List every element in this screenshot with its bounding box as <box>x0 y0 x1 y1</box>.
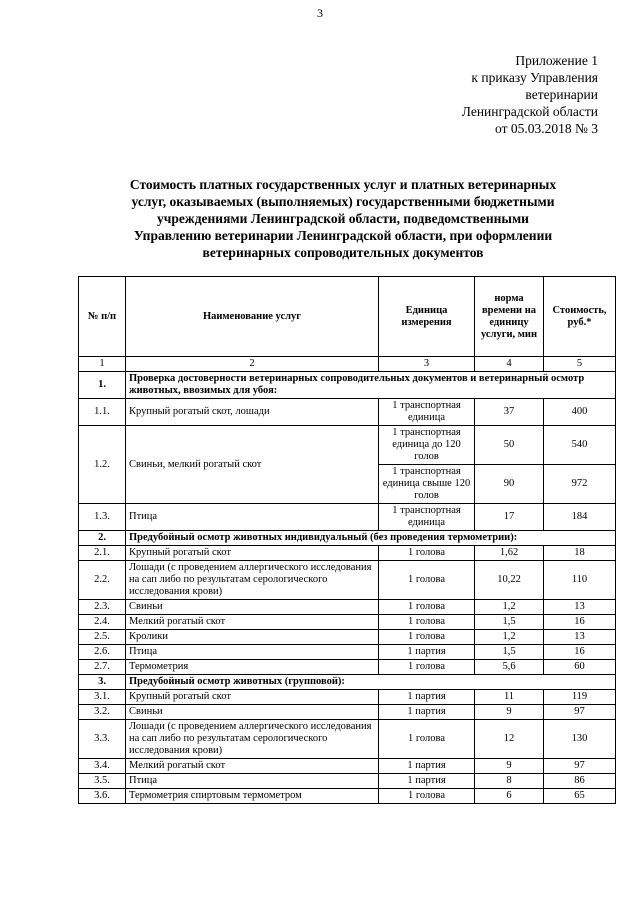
norm-cell: 6 <box>475 789 544 804</box>
norm-cell: 1,5 <box>475 645 544 660</box>
header-norm: норма времени на единицу услуги, мин <box>475 277 544 357</box>
row-number: 3.1. <box>79 690 126 705</box>
unit-cell: 1 голова <box>379 789 475 804</box>
table-row <box>79 705 616 720</box>
header-num: № п/п <box>79 277 126 357</box>
cost-cell: 97 <box>544 759 616 774</box>
norm-cell: 9 <box>475 705 544 720</box>
unit-cell: 1 голова <box>379 630 475 645</box>
cost-cell: 16 <box>544 615 616 630</box>
page-number: 3 <box>317 6 323 20</box>
row-number: 2.5. <box>79 630 126 645</box>
header-cost: Стоимость, руб.* <box>544 277 616 357</box>
row-number: 1.1. <box>79 399 126 426</box>
appendix-line: к приказу Управления <box>471 70 598 85</box>
cost-cell: 13 <box>544 630 616 645</box>
cost-cell: 110 <box>544 561 616 600</box>
index-cell: 1 <box>79 357 126 372</box>
section-row <box>79 675 616 690</box>
service-name: Свиньи <box>126 705 379 720</box>
cost-cell: 119 <box>544 690 616 705</box>
row-number: 3.5. <box>79 774 126 789</box>
table-row <box>79 645 616 660</box>
cost-cell: 65 <box>544 789 616 804</box>
unit-cell: 1 транспортная единица до 120 голов <box>379 426 475 465</box>
row-number: 1.2. <box>79 426 126 504</box>
appendix-line: Ленинградской области <box>461 104 598 119</box>
unit-cell: 1 голова <box>379 600 475 615</box>
norm-cell: 90 <box>475 465 544 504</box>
service-name: Птица <box>126 774 379 789</box>
table-row <box>79 630 616 645</box>
title-line: Управлению ветеринарии Ленинградской области, при оформлении <box>133 228 553 243</box>
unit-cell: 1 транспортная единица свыше 120 голов <box>379 465 475 504</box>
row-number: 3.3. <box>79 720 126 759</box>
row-number: 3. <box>79 675 126 690</box>
header-unit: Единица измерения <box>379 277 475 357</box>
service-name: Термометрия <box>126 660 379 675</box>
unit-cell: 1 голова <box>379 546 475 561</box>
cost-cell: 130 <box>544 720 616 759</box>
table-row <box>79 561 616 600</box>
unit-cell: 1 голова <box>379 660 475 675</box>
cost-cell: 184 <box>544 504 616 531</box>
cost-cell: 18 <box>544 546 616 561</box>
price-table <box>78 276 616 804</box>
row-number: 3.6. <box>79 789 126 804</box>
unit-cell: 1 голова <box>379 561 475 600</box>
row-number: 2.1. <box>79 546 126 561</box>
appendix-line: Приложение 1 <box>515 53 598 68</box>
service-name: Крупный рогатый скот <box>126 690 379 705</box>
row-number: 2.7. <box>79 660 126 675</box>
unit-cell: 1 партия <box>379 759 475 774</box>
row-number: 2.2. <box>79 561 126 600</box>
service-name: Термометрия спиртовым термометром <box>126 789 379 804</box>
norm-cell: 10,22 <box>475 561 544 600</box>
table-row <box>79 789 616 804</box>
norm-cell: 11 <box>475 690 544 705</box>
cost-cell: 540 <box>544 426 616 465</box>
norm-cell: 37 <box>475 399 544 426</box>
index-cell: 4 <box>475 357 544 372</box>
cost-cell: 97 <box>544 705 616 720</box>
row-number: 2.4. <box>79 615 126 630</box>
table-row <box>79 774 616 789</box>
title-line: ветеринарных сопроводительных документов <box>202 245 484 260</box>
service-name: Кролики <box>126 630 379 645</box>
title-line: услуг, оказываемых (выполняемых) государственными бюджетными <box>131 194 555 209</box>
index-cell: 3 <box>379 357 475 372</box>
cost-cell: 972 <box>544 465 616 504</box>
norm-cell: 50 <box>475 426 544 465</box>
unit-cell: 1 партия <box>379 774 475 789</box>
appendix-line: от 05.03.2018 № 3 <box>495 121 598 136</box>
unit-cell: 1 транспортная единица <box>379 399 475 426</box>
cost-cell: 16 <box>544 645 616 660</box>
unit-cell: 1 транспортная единица <box>379 504 475 531</box>
service-name: Крупный рогатый скот <box>126 546 379 561</box>
service-name: Лошади (с проведением аллергического исследования на сап либо по результатам серологического исследования крови) <box>126 720 379 759</box>
table-row <box>79 504 616 531</box>
section-title: Предубойный осмотр животных индивидуальный (без проведения термометрии): <box>126 531 616 546</box>
table-row <box>79 399 616 426</box>
service-name: Мелкий рогатый скот <box>126 759 379 774</box>
unit-cell: 1 партия <box>379 705 475 720</box>
title-line: Стоимость платных государственных услуг и платных ветеринарных <box>129 177 557 192</box>
title-line: учреждениями Ленинградской области, подведомственными <box>157 211 529 226</box>
unit-cell: 1 партия <box>379 645 475 660</box>
norm-cell: 1,2 <box>475 600 544 615</box>
norm-cell: 17 <box>475 504 544 531</box>
row-number: 1. <box>79 372 126 399</box>
service-name: Мелкий рогатый скот <box>126 615 379 630</box>
row-number: 1.3. <box>79 504 126 531</box>
row-number: 3.4. <box>79 759 126 774</box>
row-number: 2. <box>79 531 126 546</box>
row-number: 2.6. <box>79 645 126 660</box>
section-title: Предубойный осмотр животных (групповой): <box>126 675 616 690</box>
index-cell: 2 <box>126 357 379 372</box>
section-title: Проверка достоверности ветеринарных сопроводительных документов и ветеринарный осмотр животных, ввозимых для убоя: <box>126 372 616 399</box>
table-row <box>79 546 616 561</box>
table-row <box>79 600 616 615</box>
norm-cell: 8 <box>475 774 544 789</box>
header-name: Наименование услуг <box>126 277 379 357</box>
service-name: Лошади (с проведением аллергического исследования на сап либо по результатам серологического исследования крови) <box>126 561 379 600</box>
unit-cell: 1 партия <box>379 690 475 705</box>
index-cell: 5 <box>544 357 616 372</box>
cost-cell: 13 <box>544 600 616 615</box>
norm-cell: 12 <box>475 720 544 759</box>
service-name: Птица <box>126 504 379 531</box>
service-name: Крупный рогатый скот, лошади <box>126 399 379 426</box>
service-name: Птица <box>126 645 379 660</box>
norm-cell: 1,5 <box>475 615 544 630</box>
norm-cell: 5,6 <box>475 660 544 675</box>
row-number: 2.3. <box>79 600 126 615</box>
unit-cell: 1 голова <box>379 720 475 759</box>
appendix-line: ветеринарии <box>525 87 598 102</box>
cost-cell: 60 <box>544 660 616 675</box>
table-row <box>79 759 616 774</box>
table-row <box>79 615 616 630</box>
cost-cell: 86 <box>544 774 616 789</box>
norm-cell: 9 <box>475 759 544 774</box>
document-title <box>78 176 608 261</box>
row-number: 3.2. <box>79 705 126 720</box>
table-row <box>79 690 616 705</box>
section-row <box>79 372 616 399</box>
appendix-block <box>462 52 598 137</box>
cost-cell: 400 <box>544 399 616 426</box>
service-name: Свиньи <box>126 600 379 615</box>
service-name: Свиньи, мелкий рогатый скот <box>126 426 379 504</box>
norm-cell: 1,62 <box>475 546 544 561</box>
section-row <box>79 531 616 546</box>
table-row <box>79 660 616 675</box>
unit-cell: 1 голова <box>379 615 475 630</box>
table-body <box>79 372 616 804</box>
table-row <box>79 720 616 759</box>
norm-cell: 1,2 <box>475 630 544 645</box>
table-row <box>79 426 616 465</box>
